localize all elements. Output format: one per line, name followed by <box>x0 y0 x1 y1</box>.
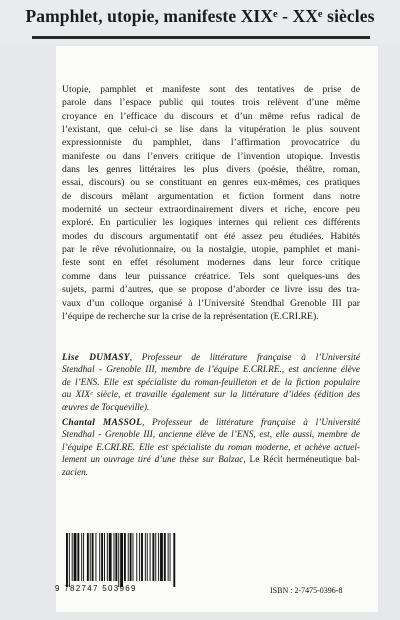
barcode-number: 9 782747 503969 <box>55 584 137 593</box>
abstract-line: par le rêve révolutionnaire, ou la nostalgie, utopie, pamphlet et mani- <box>62 244 360 256</box>
bio-line: zacien. <box>62 467 89 478</box>
bio-line: Stendhal - Grenoble III, membre de l’équipe E.CRI.RE., est ancienne élève <box>62 365 360 376</box>
abstract-line: de discours mêlant argumentation et fiction forment dans notre <box>62 190 360 202</box>
abstract-line: sujets, parmi d’autres, que se propose d’aborder ce livre issu des tra- <box>62 284 360 296</box>
bio-line: au XIXᵉ siècle, et travaille également sur la littérature d’idées (édition des <box>62 390 360 401</box>
abstract-line: vaux d’un colloque organisé à l’Université Stendhal Grenoble III par <box>62 297 360 309</box>
abstract-line: exploré. En particulier les logiques internes qui relient ces différents <box>62 217 360 229</box>
bio-line: l’équipe E.CRI.RE. Elle est spécialiste du roman moderne, et achève actuel- <box>62 442 360 453</box>
bio-line: Chantal MASSOL, Professeur de littérature française à l’Université <box>62 418 360 428</box>
abstract-line: l’équipe de recherche sur la crise de la représentation (E.CRI.RE). <box>62 310 319 322</box>
author-name: Chantal MASSOL <box>62 418 143 428</box>
barcode-image <box>64 533 176 587</box>
abstract-line: dans les genres littéraires les plus divers (poésie, théâtre, roman, <box>62 164 360 176</box>
author-bio-dumasy <box>62 352 360 414</box>
abstract-line: croyance en l’efficace du discours et d’un même refus radical de <box>62 110 360 122</box>
abstract-line: feste sont en effet résolument modernes dans leur force critique <box>62 257 360 269</box>
book-title: Pamphlet, utopie, manifeste XIXᵉ - XXᵉ siècles <box>25 6 375 26</box>
author-bio-massol <box>62 417 360 479</box>
bio-line: de l’ENS. Elle est spécialiste du roman-feuilleton et de la fiction populaire <box>62 377 360 388</box>
author-name: Lise DUMASY <box>62 353 130 363</box>
abstract-paragraph <box>62 83 360 323</box>
bio-line: Lise DUMASY, Professeur de littérature française à l’Université <box>62 353 360 363</box>
abstract-line: Utopie, pamphlet et manifeste sont des tentatives de prise de <box>62 84 360 95</box>
isbn-label: ISBN : 2-7475-0396-8 <box>270 586 343 595</box>
abstract-line: manifeste ou dans l’envers critique de l’invention utopique. Investis <box>62 150 360 162</box>
book-title-reference: Le Récit herméneutique bal- <box>249 455 361 466</box>
bio-line: œuvres de Tocqueville). <box>62 402 150 413</box>
abstract-line: comme dans leur puissance créatrice. Tels sont quelques-uns des <box>62 270 360 282</box>
title-underline <box>32 36 370 39</box>
abstract-line: expressionniste du pamphlet, dans l’affirmation provocatrice du <box>62 137 360 149</box>
bio-line: Stendhal - Grenoble III, ancienne élève de l’ENS, est, elle aussi, membre de <box>62 430 360 441</box>
bio-line: lement un ouvrage tiré d’une thèse sur Balzac, Le Récit herméneutique bal- <box>62 455 361 466</box>
abstract-line: modernité un secteur extraordinairement divers et riche, encore peu <box>62 204 360 216</box>
abstract-line: modes du discours argumentatif ont été assez peu étudiées. Habités <box>62 230 360 242</box>
abstract-line: l’existant, que celui-ci se lise dans la vitupération le plus souvent <box>62 124 360 136</box>
abstract-line: parole dans l’espace public qui toutes trois relèvent d’une même <box>62 97 360 109</box>
abstract-line: essai, discours) ou se constituant en genres eux-mêmes, ces pratiques <box>62 177 360 189</box>
